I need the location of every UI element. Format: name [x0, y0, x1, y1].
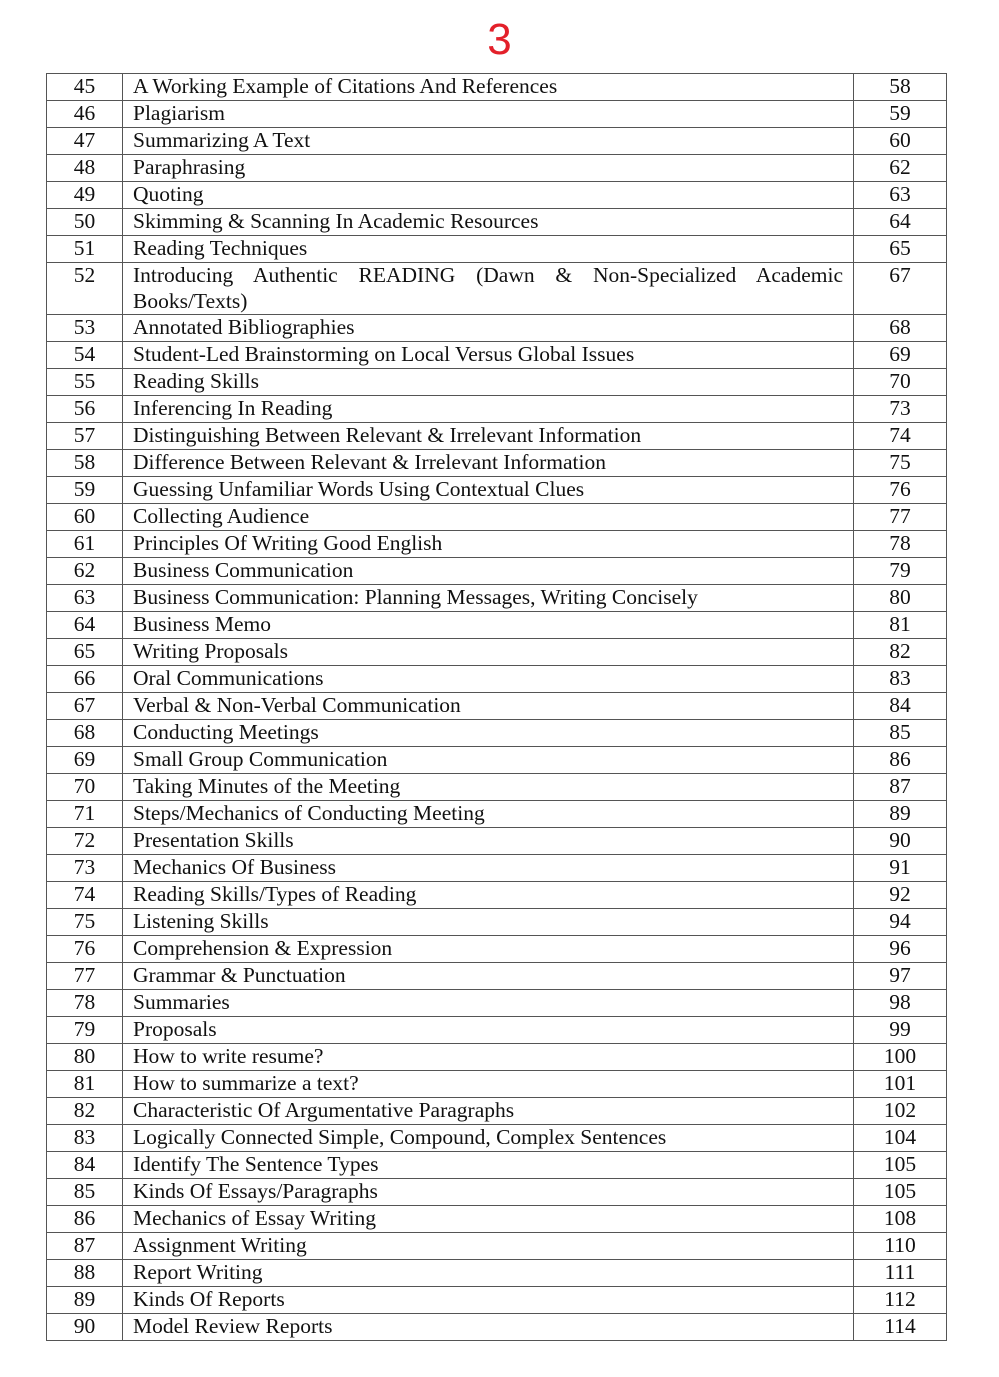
- toc-row: [47, 315, 947, 342]
- toc-row: [47, 1125, 947, 1152]
- toc-page-number: 105: [854, 1152, 947, 1179]
- toc-title: Reading Techniques: [123, 236, 854, 263]
- toc-title: Characteristic Of Argumentative Paragraphs: [123, 1098, 854, 1125]
- toc-number: 64: [47, 612, 123, 639]
- toc-title: Summarizing A Text: [123, 128, 854, 155]
- toc-title: Introducing Authentic READING (Dawn & Non-Specialized Academic Books/Texts): [123, 263, 854, 315]
- toc-number: 73: [47, 855, 123, 882]
- toc-title: Proposals: [123, 1017, 854, 1044]
- toc-row: [47, 450, 947, 477]
- toc-number: 65: [47, 639, 123, 666]
- toc-row: [47, 1071, 947, 1098]
- toc-row: [47, 801, 947, 828]
- toc-page-number: 64: [854, 209, 947, 236]
- toc-title: Plagiarism: [123, 101, 854, 128]
- toc-row: [47, 855, 947, 882]
- toc-number: 67: [47, 693, 123, 720]
- toc-title: Logically Connected Simple, Compound, Complex Sentences: [123, 1125, 854, 1152]
- toc-number: 62: [47, 558, 123, 585]
- toc-title: Listening Skills: [123, 909, 854, 936]
- toc-page-number: 82: [854, 639, 947, 666]
- toc-title: Verbal & Non-Verbal Communication: [123, 693, 854, 720]
- toc-page-number: 114: [854, 1314, 947, 1341]
- toc-title: Assignment Writing: [123, 1233, 854, 1260]
- toc-title: Report Writing: [123, 1260, 854, 1287]
- toc-row: [47, 477, 947, 504]
- toc-page-number: 67: [854, 263, 947, 315]
- toc-row: [47, 720, 947, 747]
- toc-number: 81: [47, 1071, 123, 1098]
- toc-number: 59: [47, 477, 123, 504]
- toc-page-number: 86: [854, 747, 947, 774]
- toc-title: A Working Example of Citations And References: [123, 74, 854, 101]
- toc-row: [47, 369, 947, 396]
- toc-title: Business Communication: Planning Messages, Writing Concisely: [123, 585, 854, 612]
- toc-number: 83: [47, 1125, 123, 1152]
- toc-number: 58: [47, 450, 123, 477]
- toc-title: Distinguishing Between Relevant & Irrelevant Information: [123, 423, 854, 450]
- toc-number: 74: [47, 882, 123, 909]
- toc-number: 85: [47, 1179, 123, 1206]
- toc-page-number: 98: [854, 990, 947, 1017]
- toc-row: [47, 558, 947, 585]
- toc-page-number: 111: [854, 1260, 947, 1287]
- toc-number: 61: [47, 531, 123, 558]
- toc-number: 53: [47, 315, 123, 342]
- toc-title: Model Review Reports: [123, 1314, 854, 1341]
- toc-title: Business Memo: [123, 612, 854, 639]
- toc-page-number: 76: [854, 477, 947, 504]
- toc-page-number: 104: [854, 1125, 947, 1152]
- toc-page-number: 84: [854, 693, 947, 720]
- toc-page-number: 78: [854, 531, 947, 558]
- toc-page-number: 112: [854, 1287, 947, 1314]
- toc-number: 78: [47, 990, 123, 1017]
- toc-number: 48: [47, 155, 123, 182]
- toc-number: 80: [47, 1044, 123, 1071]
- toc-number: 87: [47, 1233, 123, 1260]
- toc-number: 89: [47, 1287, 123, 1314]
- toc-title: Collecting Audience: [123, 504, 854, 531]
- toc-page-number: 102: [854, 1098, 947, 1125]
- toc-row: [47, 1098, 947, 1125]
- toc-title: Grammar & Punctuation: [123, 963, 854, 990]
- toc-row: [47, 209, 947, 236]
- table-of-contents: [46, 73, 947, 1341]
- toc-row: [47, 828, 947, 855]
- toc-row: [47, 639, 947, 666]
- toc-page-number: 92: [854, 882, 947, 909]
- toc-page-number: 110: [854, 1233, 947, 1260]
- toc-page-number: 83: [854, 666, 947, 693]
- toc-page-number: 68: [854, 315, 947, 342]
- toc-title: Student-Led Brainstorming on Local Versus Global Issues: [123, 342, 854, 369]
- toc-page-number: 59: [854, 101, 947, 128]
- toc-row: [47, 1044, 947, 1071]
- page-number: 3: [487, 15, 512, 64]
- toc-row: [47, 1206, 947, 1233]
- toc-number: 51: [47, 236, 123, 263]
- toc-title: Small Group Communication: [123, 747, 854, 774]
- toc-row: [47, 1152, 947, 1179]
- toc-title: Mechanics of Essay Writing: [123, 1206, 854, 1233]
- toc-page-number: 74: [854, 423, 947, 450]
- toc-number: 86: [47, 1206, 123, 1233]
- toc-page-number: 58: [854, 74, 947, 101]
- toc-body: [47, 74, 947, 1341]
- toc-number: 84: [47, 1152, 123, 1179]
- toc-row: [47, 666, 947, 693]
- toc-number: 57: [47, 423, 123, 450]
- toc-title: Guessing Unfamiliar Words Using Contextual Clues: [123, 477, 854, 504]
- toc-number: 79: [47, 1017, 123, 1044]
- toc-row: [47, 693, 947, 720]
- toc-row: [47, 128, 947, 155]
- toc-title: Inferencing In Reading: [123, 396, 854, 423]
- toc-row: [47, 1314, 947, 1341]
- toc-row: [47, 1179, 947, 1206]
- toc-title: Taking Minutes of the Meeting: [123, 774, 854, 801]
- toc-page-number: 73: [854, 396, 947, 423]
- toc-number: 55: [47, 369, 123, 396]
- toc-number: 56: [47, 396, 123, 423]
- toc-page-number: 75: [854, 450, 947, 477]
- toc-page-number: 63: [854, 182, 947, 209]
- toc-page-number: 101: [854, 1071, 947, 1098]
- toc-title: Steps/Mechanics of Conducting Meeting: [123, 801, 854, 828]
- toc-number: 63: [47, 585, 123, 612]
- toc-row: [47, 612, 947, 639]
- toc-title: How to write resume?: [123, 1044, 854, 1071]
- toc-title: Identify The Sentence Types: [123, 1152, 854, 1179]
- toc-title: Difference Between Relevant & Irrelevant Information: [123, 450, 854, 477]
- toc-row: [47, 774, 947, 801]
- toc-row: [47, 236, 947, 263]
- toc-page-number: 105: [854, 1179, 947, 1206]
- toc-title: Annotated Bibliographies: [123, 315, 854, 342]
- toc-page-number: 80: [854, 585, 947, 612]
- toc-page-number: 62: [854, 155, 947, 182]
- toc-number: 50: [47, 209, 123, 236]
- toc-title: Paraphrasing: [123, 155, 854, 182]
- toc-row: [47, 263, 947, 315]
- toc-number: 88: [47, 1260, 123, 1287]
- toc-row: [47, 182, 947, 209]
- toc-page-number: 91: [854, 855, 947, 882]
- toc-row: [47, 909, 947, 936]
- toc-page-number: 60: [854, 128, 947, 155]
- toc-page-number: 69: [854, 342, 947, 369]
- toc-title: Comprehension & Expression: [123, 936, 854, 963]
- toc-row: [47, 423, 947, 450]
- toc-row: [47, 74, 947, 101]
- toc-row: [47, 936, 947, 963]
- toc-number: 71: [47, 801, 123, 828]
- toc-title: Conducting Meetings: [123, 720, 854, 747]
- toc-title: Writing Proposals: [123, 639, 854, 666]
- toc-title: Presentation Skills: [123, 828, 854, 855]
- toc-page-number: 87: [854, 774, 947, 801]
- toc-number: 68: [47, 720, 123, 747]
- toc-row: [47, 531, 947, 558]
- toc-row: [47, 585, 947, 612]
- toc-row: [47, 1260, 947, 1287]
- toc-row: [47, 155, 947, 182]
- toc-page-number: 90: [854, 828, 947, 855]
- toc-page-number: 97: [854, 963, 947, 990]
- toc-page-number: 94: [854, 909, 947, 936]
- toc-row: [47, 1017, 947, 1044]
- toc-title: Skimming & Scanning In Academic Resources: [123, 209, 854, 236]
- toc-number: 72: [47, 828, 123, 855]
- toc-title: How to summarize a text?: [123, 1071, 854, 1098]
- toc-page-number: 96: [854, 936, 947, 963]
- toc-page-number: 99: [854, 1017, 947, 1044]
- toc-page-number: 108: [854, 1206, 947, 1233]
- toc-row: [47, 101, 947, 128]
- toc-title: Reading Skills/Types of Reading: [123, 882, 854, 909]
- toc-row: [47, 504, 947, 531]
- toc-title: Oral Communications: [123, 666, 854, 693]
- toc-number: 46: [47, 101, 123, 128]
- toc-title: Reading Skills: [123, 369, 854, 396]
- toc-number: 75: [47, 909, 123, 936]
- toc-page-number: 70: [854, 369, 947, 396]
- toc-title: Summaries: [123, 990, 854, 1017]
- toc-number: 60: [47, 504, 123, 531]
- toc-number: 52: [47, 263, 123, 315]
- toc-number: 77: [47, 963, 123, 990]
- toc-page-number: 89: [854, 801, 947, 828]
- toc-number: 49: [47, 182, 123, 209]
- toc-page-number: 65: [854, 236, 947, 263]
- toc-number: 45: [47, 74, 123, 101]
- toc-row: [47, 963, 947, 990]
- toc-row: [47, 1287, 947, 1314]
- toc-number: 54: [47, 342, 123, 369]
- toc-number: 69: [47, 747, 123, 774]
- toc-number: 82: [47, 1098, 123, 1125]
- toc-row: [47, 747, 947, 774]
- toc-number: 70: [47, 774, 123, 801]
- toc-number: 90: [47, 1314, 123, 1341]
- toc-page-number: 79: [854, 558, 947, 585]
- toc-title: Principles Of Writing Good English: [123, 531, 854, 558]
- toc-page-number: 77: [854, 504, 947, 531]
- toc-number: 47: [47, 128, 123, 155]
- toc-page-number: 81: [854, 612, 947, 639]
- toc-title: Kinds Of Essays/Paragraphs: [123, 1179, 854, 1206]
- toc-row: [47, 990, 947, 1017]
- toc-title: Quoting: [123, 182, 854, 209]
- toc-title: Kinds Of Reports: [123, 1287, 854, 1314]
- toc-number: 66: [47, 666, 123, 693]
- toc-page-number: 85: [854, 720, 947, 747]
- toc-row: [47, 342, 947, 369]
- toc-title: Mechanics Of Business: [123, 855, 854, 882]
- toc-row: [47, 1233, 947, 1260]
- toc-row: [47, 882, 947, 909]
- toc-page-number: 100: [854, 1044, 947, 1071]
- toc-row: [47, 396, 947, 423]
- toc-number: 76: [47, 936, 123, 963]
- toc-title: Business Communication: [123, 558, 854, 585]
